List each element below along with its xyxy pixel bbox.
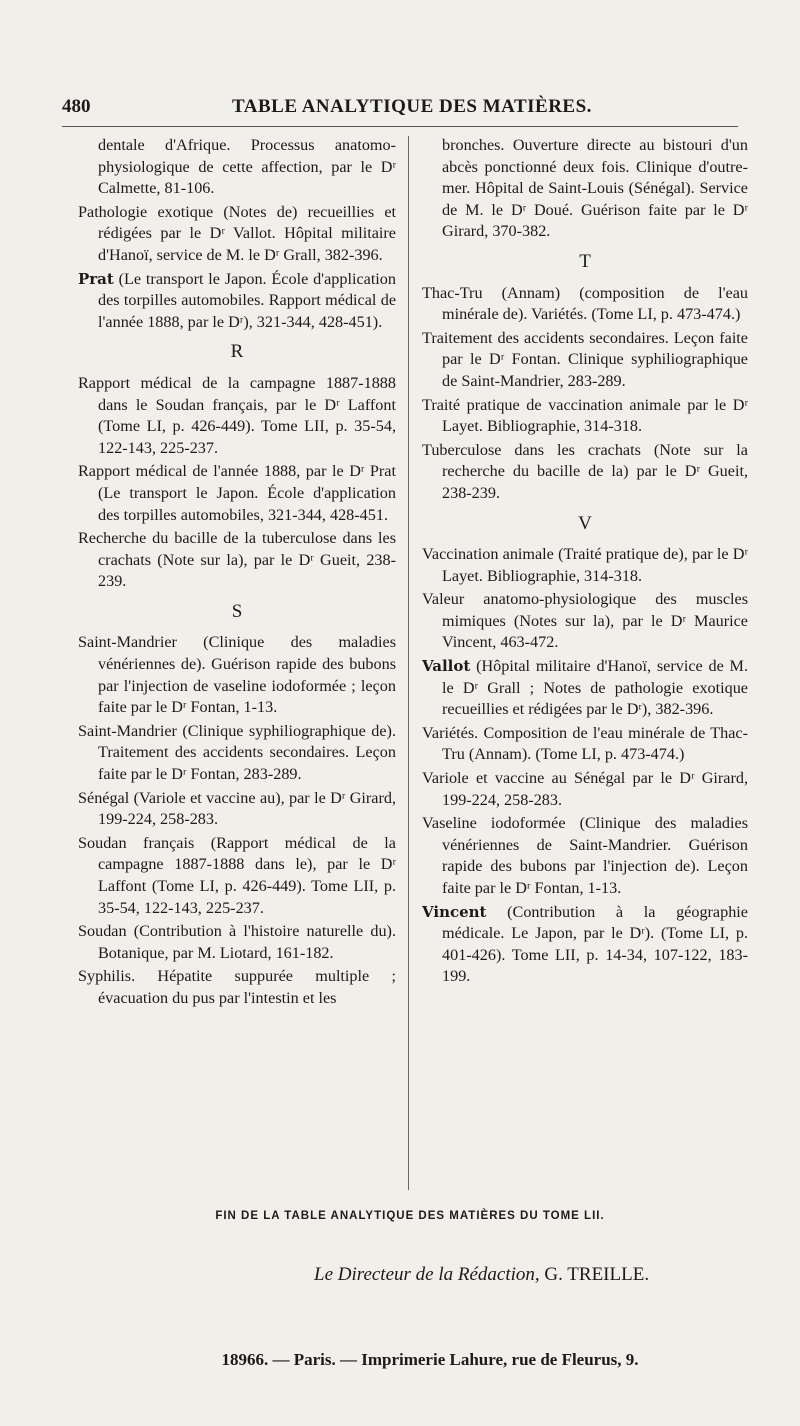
running-title: TABLE ANALYTIQUE DES MATIÈRES. — [232, 96, 592, 117]
entry-text: Recherche du bacille de la tuberculose dans les crachats (Note sur la), par le Dʳ Gueit, 238-239. — [78, 529, 396, 591]
entry-text: Soudan français (Rapport médical de la campagne 1887-1888 dans le), par le Dʳ Laffont (Tome LI, p. 426-449). Tome LII, p. 35-54, 122-143, 225-237. — [78, 833, 396, 917]
entry-text: Vaseline iodoformée (Clinique des maladies vénériennes de Saint-Mandrier. Guérison rapide des bubons par l'injection de). Leçon faite par le Dʳ Fontan, 1-13. — [422, 814, 748, 897]
index-entry — [78, 833, 396, 919]
section-letter: R — [230, 341, 244, 363]
index-entry — [422, 440, 748, 505]
index-entry — [422, 656, 748, 721]
page-number: 480 — [62, 96, 91, 117]
index-entry — [78, 528, 396, 593]
entry-text: (Le transport le Japon. École d'application des torpilles automobiles. Rapport médical de l'année 1888, par le Dʳ), 321-344, 428-451). — [98, 269, 396, 331]
index-entry — [422, 395, 748, 438]
entry-text: dentale d'Afrique. Processus anatomo-physiologique de cette affection, par le Dʳ Calmette, 81-106. — [98, 136, 396, 198]
index-entry — [422, 544, 748, 587]
index-entry — [78, 269, 396, 334]
index-entry — [422, 135, 748, 243]
index-entry — [422, 283, 748, 326]
page-header — [62, 96, 738, 124]
index-entry — [78, 202, 396, 267]
entry-text: Traité pratique de vaccination animale par le Dʳ Layet. Bibliographie, 314-318. — [422, 395, 748, 436]
column-divider — [408, 136, 409, 1190]
index-entry — [78, 373, 396, 459]
imprint: 18966. — Paris. — Imprimerie Lahure, rue de Fleurus, 9. — [221, 1350, 639, 1369]
index-entry — [78, 966, 396, 1009]
entry-text: Vaccination animale (Traité pratique de), par le Dʳ Layet. Bibliographie, 314-318. — [422, 545, 748, 585]
index-entry — [78, 632, 396, 718]
entry-text: Rapport médical de l'année 1888, par le Dʳ Prat (Le transport le Japon. École d'application des torpilles automobiles, 321-344, 428-451. — [78, 462, 396, 524]
left-column — [78, 135, 396, 1012]
entry-name: Prat — [78, 269, 114, 288]
entry-text: Thac-Tru (Annam) (composition de l'eau minérale de). Variétés. (Tome LI, p. 473-474.) — [422, 283, 748, 324]
entry-text: Traitement des accidents secondaires. Leçon faite par le Dʳ Fontan. Clinique syphiliographique de Saint-Mandrier, 283-289. — [422, 328, 748, 390]
section-letter: V — [578, 512, 592, 534]
index-entry — [78, 461, 396, 526]
index-entry — [422, 902, 748, 988]
entry-text: bronches. Ouverture directe au bistouri d'un abcès ponctionné deux fois. Clinique d'outre-mer. Hôpital de Saint-Louis (Sénégal). Service de M. le Dʳ Doué. Guérison faite par le Dʳ Girard, 370-382. — [442, 136, 748, 241]
entry-text: Variétés. Composition de l'eau minérale de Thac-Tru (Annam). (Tome LI, p. 473-474.) — [422, 723, 748, 764]
entry-text: Sénégal (Variole et vaccine au), par le Dʳ Girard, 199-224, 258-283. — [78, 788, 396, 829]
signature-title: Le Directeur de la Rédaction, — [314, 1264, 540, 1285]
index-entry — [78, 721, 396, 786]
index-entry — [422, 589, 748, 654]
entry-text: Valeur anatomo-physiologique des muscles mimiques (Notes sur la), par le Dʳ Maurice Vincent, 463-472. — [422, 590, 748, 652]
section-letter: S — [231, 600, 243, 622]
entry-text: Tuberculose dans les crachats (Note sur la recherche du bacille de la) par le Dʳ Gueit, 238-239. — [422, 440, 748, 502]
index-entry — [78, 135, 396, 200]
index-entry — [422, 768, 748, 811]
entry-name: Vallot — [422, 657, 471, 676]
entry-text: Syphilis. Hépatite suppurée multiple ; évacuation du pus par l'intestin et les — [78, 967, 396, 1007]
entry-text: Soudan (Contribution à l'histoire naturelle du). Botanique, par M. Liotard, 161-182. — [78, 922, 396, 962]
index-entry — [422, 328, 748, 393]
entry-text: Rapport médical de la campagne 1887-1888 dans le Soudan français, par le Dʳ Laffont (Tome LI, p. 426-449). Tome LII, p. 35-54, 122-143, 225-237. — [78, 373, 396, 457]
entry-text: Pathologie exotique (Notes de) recueillies et rédigées par le Dʳ Vallot. Hôpital militaire d'Hanoï, service de M. le Dʳ Grall, 382-396. — [78, 202, 396, 264]
index-entry — [78, 921, 396, 964]
signature-name: G. TREILLE. — [539, 1264, 650, 1285]
right-column — [422, 135, 748, 990]
section-letter: T — [579, 250, 591, 272]
entry-text: (Hôpital militaire d'Hanoï, service de M. le Dʳ Grall ; Notes de pathologie exotique recueillies et rédigées par le Dʳ), 382-396. — [442, 657, 748, 719]
index-entry — [422, 723, 748, 766]
entry-text: Variole et vaccine au Sénégal par le Dʳ Girard, 199-224, 258-283. — [422, 769, 748, 809]
entry-text: (Contribution à la géographie médicale. Le Japon, par le Dʳ). (Tome LI, p. 401-426). Tome LII, p. 14-34, 107-122, 183-199. — [442, 902, 748, 986]
signature — [314, 1264, 734, 1286]
end-note: FIN DE LA TABLE ANALYTIQUE DES MATIÈRES DU TOME LII. — [215, 1210, 605, 1222]
index-entry — [422, 813, 748, 899]
entry-name: Vincent — [422, 902, 487, 921]
index-entry — [78, 788, 396, 831]
entry-text: Saint-Mandrier (Clinique syphiliographique de). Traitement des accidents secondaires. Leçon faite par le Dʳ Fontan, 283-289. — [78, 721, 396, 784]
header-rule — [62, 126, 738, 127]
entry-text: Saint-Mandrier (Clinique des maladies vénériennes de). Guérison rapide des bubons par l'injection de vaseline iodoformée ; leçon faite par le Dʳ Fontan, 1-13. — [78, 633, 396, 717]
